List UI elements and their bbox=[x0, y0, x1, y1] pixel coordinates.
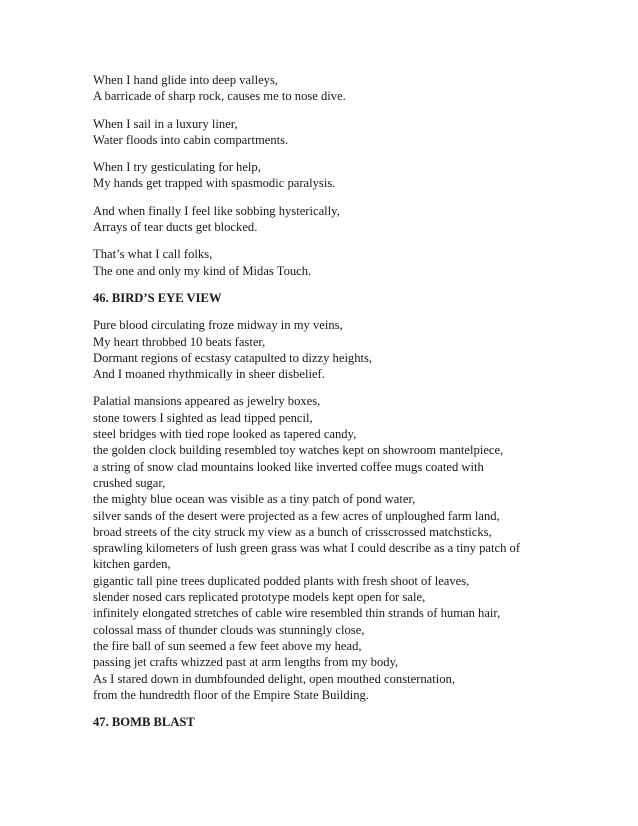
poem-45-body bbox=[93, 72, 613, 279]
poem-line: A barricade of sharp rock, causes me to nose dive. bbox=[93, 89, 346, 104]
poem-45-stanza bbox=[93, 116, 613, 149]
poem-line: My heart throbbed 10 beats faster, bbox=[93, 334, 266, 349]
poem-line: the golden clock building resembled toy watches kept on showroom mantelpiece, bbox=[93, 443, 504, 458]
poem-line: And when finally I feel like sobbing hysterically, bbox=[93, 203, 340, 218]
poem-line: When I hand glide into deep valleys, bbox=[93, 73, 279, 87]
poem-line: steel bridges with tied rope looked as tapered candy, bbox=[93, 427, 357, 442]
poem-line: And I moaned rhythmically in sheer disbelief. bbox=[93, 367, 325, 382]
poem-46-stanza bbox=[93, 317, 613, 382]
poem-line: crushed sugar, bbox=[93, 475, 166, 490]
poem-46-stanza bbox=[93, 393, 613, 703]
poem-line: Arrays of tear ducts get blocked. bbox=[93, 220, 258, 235]
section-heading-46: 46. BIRD’S EYE VIEW bbox=[93, 290, 222, 305]
poem-line: the fire ball of sun seemed a few feet above my head, bbox=[93, 638, 362, 653]
document-page bbox=[93, 72, 613, 741]
poem-line: Dormant regions of ecstasy catapulted to dizzy heights, bbox=[93, 350, 373, 365]
poem-line: sprawling kilometers of lush green grass was what I could describe as a tiny patch of bbox=[93, 541, 521, 556]
poem-line: Palatial mansions appeared as jewelry boxes, bbox=[93, 394, 321, 409]
poem-45-stanza bbox=[93, 72, 613, 105]
poem-line: the mighty blue ocean was visible as a tiny patch of pond water, bbox=[93, 492, 416, 507]
poem-45-stanza bbox=[93, 159, 613, 192]
poem-line: passing jet crafts whizzed past at arm lengths from my body, bbox=[93, 655, 399, 670]
poem-line: When I try gesticulating for help, bbox=[93, 160, 261, 175]
poem-line: kitchen garden, bbox=[93, 557, 171, 572]
poem-line: The one and only my kind of Midas Touch. bbox=[93, 263, 312, 278]
poem-line: When I sail in a luxury liner, bbox=[93, 116, 238, 131]
poem-line: Water floods into cabin compartments. bbox=[93, 132, 289, 147]
poem-45-stanza bbox=[93, 246, 613, 279]
poem-line: a string of snow clad mountains looked like inverted coffee mugs coated with bbox=[93, 459, 484, 474]
poem-line: from the hundredth floor of the Empire State Building. bbox=[93, 687, 369, 702]
section-heading-47: 47. BOMB BLAST bbox=[93, 715, 195, 730]
poem-line: gigantic tall pine trees duplicated podded plants with fresh shoot of leaves, bbox=[93, 573, 470, 588]
poem-line: silver sands of the desert were projected as a few acres of unploughed farm land, bbox=[93, 508, 500, 523]
poem-line: My hands get trapped with spasmodic paralysis. bbox=[93, 176, 336, 191]
poem-line: Pure blood circulating froze midway in my veins, bbox=[93, 318, 343, 333]
poem-45-stanza bbox=[93, 203, 613, 236]
poem-line: infinitely elongated stretches of cable wire resembled thin strands of human hair, bbox=[93, 606, 501, 621]
poem-line: As I stared down in dumbfounded delight, open mouthed consternation, bbox=[93, 671, 456, 686]
poem-line: broad streets of the city struck my view as a bunch of crisscrossed matchsticks, bbox=[93, 524, 492, 539]
poem-line: colossal mass of thunder clouds was stunningly close, bbox=[93, 622, 365, 637]
poem-line: stone towers I sighted as lead tipped pencil, bbox=[93, 410, 313, 425]
poem-46-body bbox=[93, 317, 613, 703]
poem-line: That’s what I call folks, bbox=[93, 247, 213, 262]
poem-line: slender nosed cars replicated prototype models kept open for sale, bbox=[93, 590, 426, 605]
